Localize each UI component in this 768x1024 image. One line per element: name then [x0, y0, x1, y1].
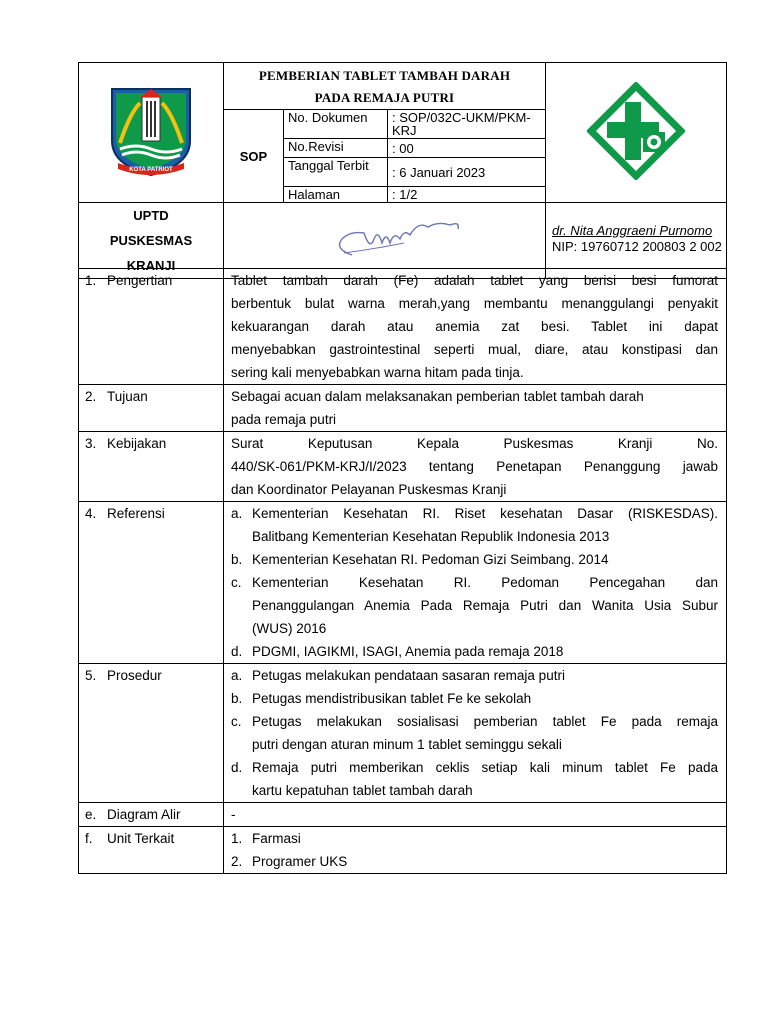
text-line: Petugas mendistribusikan tablet Fe ke sekolah [252, 691, 532, 706]
list-marker: 1. [231, 831, 243, 846]
section-content [224, 664, 727, 803]
signature-image [224, 209, 544, 269]
section-number: e. [85, 807, 97, 822]
text-line: PDGMI, IAGIKMI, ISAGI, Anemia pada remaja 2018 [252, 644, 564, 659]
section-content [224, 502, 727, 664]
text-line: Kementerian Kesehatan RI. Pedoman Gizi Seimbang. 2014 [252, 552, 609, 567]
section-content: - [224, 803, 727, 827]
city-emblem-icon [106, 83, 196, 179]
list-marker: b. [231, 552, 243, 567]
section-title: Pengertian [107, 273, 173, 288]
text-line: pada remaja putri [231, 412, 337, 427]
text-line: kekuarangan darah atau anemia zat besi. Tablet ini dapat [231, 319, 718, 334]
text-line: Penanggulangan Anemia Pada Remaja Putri dan Wanita Usia Subur [252, 598, 718, 613]
text-line: Kementerian Kesehatan RI. Riset kesehatan Dasar (RISKESDAS). [252, 506, 718, 521]
city-emblem-cell [79, 63, 224, 203]
section-number: 5. [85, 668, 97, 683]
list-marker: d. [231, 760, 243, 775]
section-title: Diagram Alir [107, 807, 181, 822]
meta-value-halaman: : 1/2 [388, 187, 546, 203]
emblem-banner-text: KOTA PATRIOT [129, 167, 173, 173]
list-item [231, 827, 718, 850]
list-marker: a. [231, 668, 243, 683]
list-item [231, 571, 718, 640]
section-content [224, 432, 727, 502]
list-marker: c. [231, 575, 242, 590]
sop-content-table [78, 268, 727, 874]
meta-value-no-revisi: : 00 [388, 139, 546, 158]
title-line-1: PEMBERIAN TABLET TAMBAH DARAH [258, 68, 511, 83]
list-marker: c. [231, 714, 242, 729]
text-line: Kementerian Kesehatan RI. Pedoman Pencegahan dan [252, 575, 718, 590]
meta-key-no-revisi: No.Revisi [284, 139, 388, 158]
list-marker: 2. [231, 854, 243, 869]
list-marker: a. [231, 506, 243, 521]
text-line: Petugas melakukan sosialisasi pemberian tablet Fe pada remaja [252, 714, 718, 729]
text-line: (WUS) 2016 [252, 621, 327, 636]
org-line-2: PUSKESMAS [109, 233, 193, 248]
section-content [224, 385, 727, 432]
section-label [79, 432, 224, 502]
text-line: Petugas melakukan pendataan sasaran remaja putri [252, 668, 565, 683]
meta-key-no-dokumen: No. Dokumen [284, 110, 388, 139]
section-content [224, 827, 727, 874]
section-number: 2. [85, 389, 97, 404]
section-diagram-alir [79, 803, 727, 827]
list-text: Programer UKS [252, 854, 348, 869]
text-line: Balitbang Kementerian Kesehatan Republik Indonesia 2013 [252, 529, 610, 544]
doctor-name: dr. Nita Anggraeni Purnomo [552, 223, 713, 238]
section-number: 3. [85, 436, 97, 451]
meta-value-no-dokumen: : SOP/032C-UKM/PKM-KRJ [388, 110, 546, 139]
section-title: Kebijakan [107, 436, 167, 451]
sop-header-table [78, 62, 727, 279]
text-line: 440/SK-061/PKM-KRJ/I/2023 tentang Penetapan Penanggung jawab [231, 459, 718, 474]
list-item [231, 640, 718, 663]
title-line-2: PADA REMAJA PUTRI [314, 90, 455, 105]
section-referensi [79, 502, 727, 664]
section-title: Tujuan [107, 389, 148, 404]
section-kebijakan [79, 432, 727, 502]
section-number: 1. [85, 273, 97, 288]
puskesmas-logo-icon [587, 82, 685, 180]
section-tujuan [79, 385, 727, 432]
list-item [231, 850, 718, 873]
list-item [231, 502, 718, 548]
list-text: Farmasi [252, 831, 301, 846]
sop-label: SOP [224, 110, 284, 203]
section-prosedur [79, 664, 727, 803]
section-label [79, 664, 224, 803]
text-line: dan Koordinator Pelayanan Puskesmas Kranji [231, 482, 507, 497]
list-marker: d. [231, 644, 243, 659]
section-unit-terkait [79, 827, 727, 874]
section-number: f. [85, 831, 93, 846]
meta-value-tanggal-terbit: : 6 Januari 2023 [388, 158, 546, 187]
list-item [231, 664, 718, 687]
list-item [231, 687, 718, 710]
section-label [79, 269, 224, 385]
section-title: Unit Terkait [107, 831, 175, 846]
section-label [79, 827, 224, 874]
section-pengertian [79, 269, 727, 385]
text-line: Remaja putri memberikan ceklis setiap kali minum tablet Fe pada [252, 760, 718, 775]
text-line: putri dengan aturan minum 1 tablet seminggu sekali [252, 737, 562, 752]
text-line: Sebagai acuan dalam melaksanakan pemberian tablet tambah darah [231, 389, 644, 404]
text-line: menyebabkan gastrointestinal seperti mual, diare, atau konstipasi dan [231, 342, 718, 357]
text-line: kartu kepatuhan tablet tambah darah [252, 783, 473, 798]
list-item [231, 548, 718, 571]
list-item [231, 710, 718, 756]
text-line: sering kali menyebabkan warna hitam pada tinja. [231, 365, 524, 380]
document-title [224, 63, 546, 110]
puskesmas-logo-cell [546, 63, 727, 203]
meta-key-tanggal-terbit: Tanggal Terbit [284, 158, 388, 187]
section-label [79, 502, 224, 664]
section-content [224, 269, 727, 385]
section-label [79, 385, 224, 432]
section-title: Referensi [107, 506, 165, 521]
section-title: Prosedur [107, 668, 162, 683]
section-number: 4. [85, 506, 97, 521]
org-line-3: KRANJI [126, 258, 176, 273]
list-marker: b. [231, 691, 243, 706]
text-line: Surat Keputusan Kepala Puskesmas Kranji No. [231, 436, 718, 451]
org-line-1: UPTD [133, 208, 169, 223]
list-item [231, 756, 718, 802]
doctor-nip: NIP: 19760712 200803 2 002 [552, 239, 722, 254]
meta-key-halaman: Halaman [284, 187, 388, 203]
text-line: berbentuk bulat warna merah,yang membantu menanggulangi penyakit [231, 296, 718, 311]
text-line: Tablet tambah darah (Fe) adalah tablet yang berisi besi fumorat [231, 273, 718, 288]
section-label [79, 803, 224, 827]
